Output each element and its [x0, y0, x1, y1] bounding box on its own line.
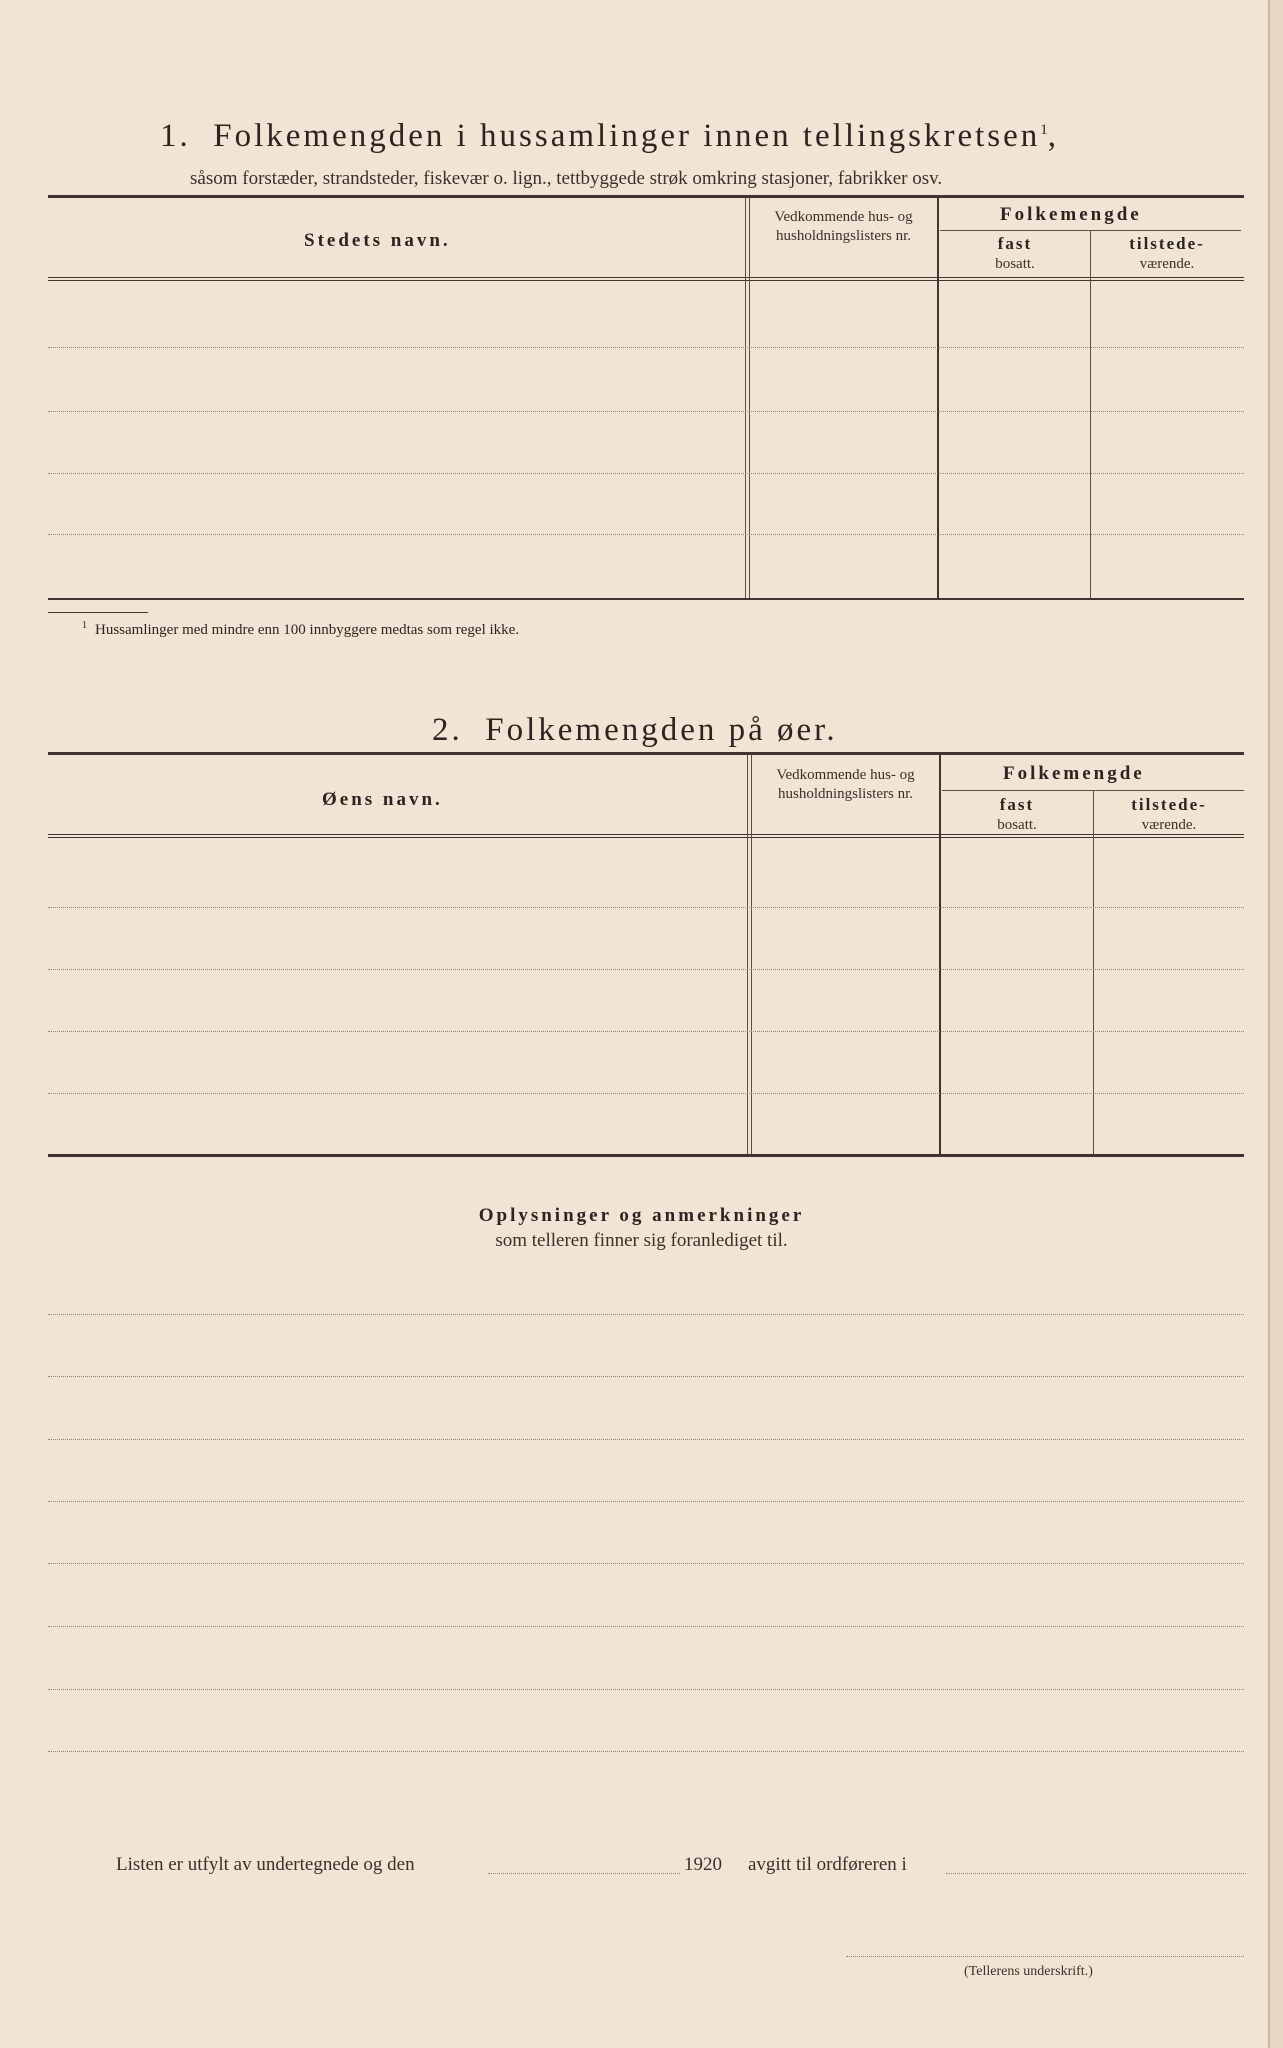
notes-line[interactable] — [48, 1501, 1244, 1502]
table1-header-rule — [48, 277, 1244, 278]
table1-col-divider-2 — [937, 198, 939, 598]
notes-line[interactable] — [48, 1376, 1244, 1377]
table2-row-line — [48, 907, 1244, 908]
notes-subheading: som telleren finner sig foranlediget til. — [495, 1230, 788, 1251]
table2-top-rule — [48, 752, 1244, 755]
table2-row-line — [48, 969, 1244, 970]
table1-row-line — [48, 347, 1244, 348]
table1-col-divider-3 — [1090, 230, 1091, 598]
table2-row-line — [48, 1031, 1244, 1032]
table1-col-fast: fast — [997, 234, 1033, 253]
table1-col-tilstede-sub: værende. — [1139, 256, 1195, 272]
notes-line[interactable] — [48, 1751, 1244, 1752]
notes-line[interactable] — [48, 1314, 1244, 1315]
notes-line[interactable] — [48, 1626, 1244, 1627]
section2-title-text: Folkemengden på øer. — [485, 712, 838, 748]
table1-col-tilstede: tilstede- — [1129, 234, 1205, 253]
page-edge — [1270, 0, 1283, 2048]
table1-bottom-rule — [48, 598, 1244, 600]
section1-number: 1. — [160, 118, 191, 154]
table1-row-line — [48, 411, 1244, 412]
table2-col-pop: Folkemengde — [1003, 763, 1145, 784]
table1-col-pop: Folkemengde — [1000, 204, 1142, 225]
date-field[interactable] — [488, 1873, 680, 1874]
table2-col-name: Øens navn. — [322, 789, 443, 810]
table1-col-lists: Vedkommende hus- og husholdningslisters nr. — [774, 209, 913, 244]
notes-line[interactable] — [48, 1689, 1244, 1690]
table2-col-divider-1 — [747, 755, 748, 1154]
notes-heading: Oplysninger og anmerkninger — [478, 1205, 805, 1226]
table1-row-line — [48, 534, 1244, 535]
footnote-mark: 1 — [82, 620, 87, 631]
section2-title — [432, 712, 838, 749]
table1-col-divider-1b — [749, 198, 750, 598]
table1-col-divider-1 — [745, 198, 746, 598]
notes-line[interactable] — [48, 1563, 1244, 1564]
table1-col-fast-sub: bosatt. — [995, 256, 1035, 272]
section1-title-suffix: , — [1047, 118, 1060, 154]
table1-header-rule2 — [48, 280, 1244, 281]
table2-col-divider-1b — [751, 755, 752, 1154]
table2-header-rule2 — [48, 837, 1244, 838]
footnote — [82, 620, 519, 639]
signature-text-before: Listen er utfylt av undertegnede og den — [116, 1854, 415, 1875]
table2-col-fast: fast — [999, 795, 1035, 814]
table1-col-name: Stedets navn. — [304, 230, 451, 251]
section1-subtitle: såsom forstæder, strandsteder, fiskevær o. lign., tettbyggede strøk omkring stasjoner, fabrikker osv. — [190, 168, 943, 189]
table1-top-rule — [48, 195, 1244, 198]
municipality-field[interactable] — [946, 1873, 1246, 1874]
table1-pop-subrule — [940, 230, 1241, 231]
section1-footnote-ref: 1 — [1040, 122, 1048, 138]
table2-col-fast-sub: bosatt. — [997, 817, 1037, 833]
table2-pop-subrule — [942, 790, 1244, 791]
signature-field[interactable] — [846, 1956, 1244, 1957]
section1-title-text: Folkemengden i hussamlinger innen tellingskretsen — [213, 118, 1041, 154]
table2-col-lists: Vedkommende hus- og husholdningslisters nr. — [776, 767, 915, 802]
signature-year: 1920 — [684, 1854, 722, 1875]
footnote-text: Hussamlinger med mindre enn 100 innbyggere medtas som regel ikke. — [95, 622, 520, 638]
notes-line[interactable] — [48, 1439, 1244, 1440]
table1-row-line — [48, 473, 1244, 474]
signature-text-after: avgitt til ordføreren i — [748, 1854, 907, 1875]
table2-col-divider-2 — [939, 755, 941, 1154]
table2-col-divider-3 — [1093, 791, 1094, 1154]
table2-bottom-rule — [48, 1154, 1244, 1157]
table2-row-line — [48, 1093, 1244, 1094]
table2-col-tilstede-sub: værende. — [1141, 817, 1197, 833]
section1-title — [160, 118, 1059, 155]
table2-header-rule — [48, 834, 1244, 835]
table2-col-tilstede: tilstede- — [1131, 795, 1207, 814]
section2-number: 2. — [432, 712, 463, 748]
signature-caption: (Tellerens underskrift.) — [964, 1964, 1093, 1979]
footnote-rule — [48, 612, 148, 613]
